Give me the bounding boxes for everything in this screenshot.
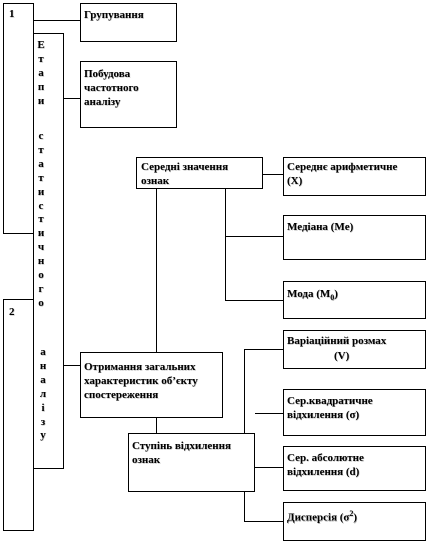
connector-means-mode (225, 300, 283, 301)
node-arithmetic-mean (283, 157, 426, 196)
node-variance-label: Дисперсія $(\sigma^2)$ (287, 509, 358, 524)
node-variation-range-label-2: (V) (334, 350, 350, 362)
connector-means-trunk (225, 189, 226, 301)
node-mean-values (136, 157, 263, 189)
node-general-characteristics (80, 352, 223, 418)
stage-bar-1 (3, 3, 34, 234)
stage-number-2: 2 (9, 306, 15, 318)
node-variation-range-label-1: Варіаційний розмах (287, 335, 387, 347)
connector-means-median (225, 236, 283, 237)
connector-title-general (63, 365, 80, 366)
vertical-title-word-1: Е т а п и (37, 39, 45, 107)
connector-general-means (156, 189, 157, 352)
node-variance (283, 502, 426, 541)
connector-bar1-grouping (33, 20, 80, 21)
connector-title-frequency (63, 98, 80, 99)
node-standard-deviation (283, 389, 426, 436)
node-mean-values-label: Середні значення ознак (141, 161, 229, 187)
vertical-title-word-2: с т а т и с т и ч н о г о (37, 130, 45, 309)
stage-number-1: 1 (9, 8, 15, 20)
connector-deviation-sqdev (255, 413, 283, 414)
node-frequency-analysis-label: Побудова частотного аналізу (84, 68, 139, 108)
node-grouping (80, 3, 177, 42)
node-mean-absolute-deviation (283, 446, 426, 491)
node-median-label: Медіана (Me) (287, 221, 354, 233)
node-mode-label: Мода $(M_0)$ (287, 288, 338, 303)
node-deviation-degree-label: Ступінь відхилення ознак (132, 440, 231, 466)
node-general-characteristics-label: Отримання загальних характеристик об’єкту спостереження (84, 361, 198, 401)
connector-deviation-trunk-up (244, 349, 245, 435)
node-frequency-analysis (80, 61, 177, 128)
connector-means-arith (263, 174, 283, 175)
node-mean-absolute-deviation-label: Сер. абсолютне відхилення (d) (287, 452, 364, 478)
connector-general-deviation (156, 418, 157, 433)
connector-deviation-variance (244, 521, 283, 522)
vertical-title-word-3: а н а л і з у (39, 346, 47, 442)
node-mode (283, 281, 426, 319)
node-deviation-degree (128, 433, 255, 492)
node-standard-deviation-label: Сер.квадратичне відхилення (σ) (287, 395, 373, 421)
node-grouping-label: Групування (84, 9, 144, 21)
connector-deviation-range (244, 349, 283, 350)
connector-deviation-trunk-down (244, 492, 245, 522)
stage-bar-2 (3, 299, 34, 531)
node-variation-range (283, 330, 426, 369)
node-median (283, 215, 426, 260)
node-arithmetic-mean-label: Середнє арифметичне (X) (287, 161, 398, 187)
connector-deviation-absdev (255, 467, 283, 468)
